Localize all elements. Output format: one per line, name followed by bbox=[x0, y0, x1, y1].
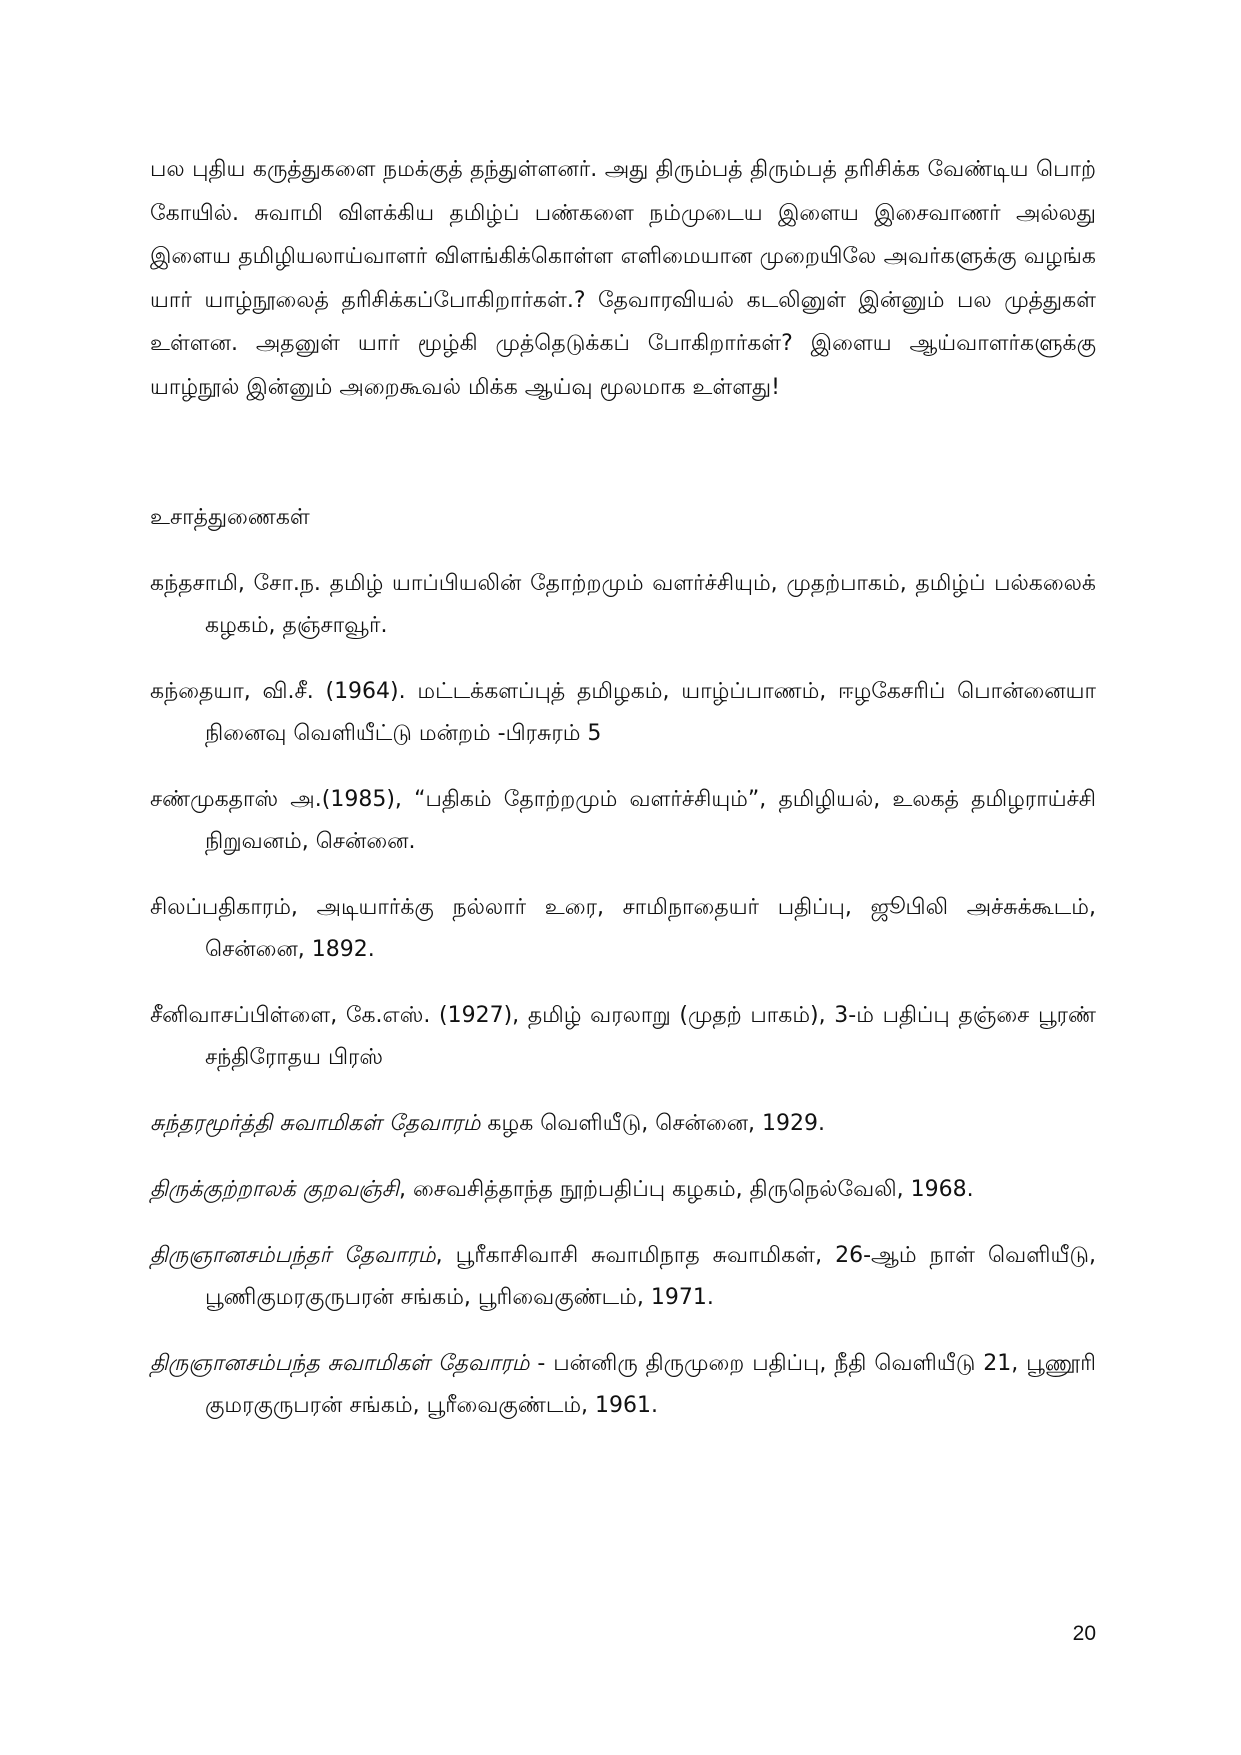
reference-entry bbox=[150, 1235, 1096, 1319]
reference-text: சண்முகதாஸ் அ.(1985), “பதிகம் தோற்றமும் வளர்ச்சியும்”, தமிழியல், உலகத் தமிழராய்ச்சி நிறுவனம், சென்னை. bbox=[150, 787, 1096, 854]
reference-entry bbox=[150, 995, 1096, 1079]
reference-entry bbox=[150, 1169, 1096, 1211]
reference-entry bbox=[150, 671, 1096, 755]
reference-text: - பன்னிரு திருமுறை பதிப்பு, நீதி வெளியீடு 21, பூணூரி குமரகுருபரன் சங்கம், பூரீவைகுண்டம், 1961. bbox=[205, 1351, 1097, 1418]
reference-italic-title: திருக்குற்றாலக் குறவஞ்சி bbox=[150, 1177, 399, 1202]
reference-list bbox=[150, 563, 1096, 1427]
body-paragraph: பல புதிய கருத்துகளை நமக்குத் தந்துள்ளனர். அது திரும்பத் திரும்பத் தரிசிக்க வேண்டிய பொற் கோயில். சுவாமி விளக்கிய தமிழ்ப் பண்களை நம்முடைய இளைய இசைவாணர் அல்லது இளைய தமிழியலாய்வாளர் விளங்கிக்கொள்ள எளிமையான முறையிலே அவர்களுக்கு வழங்க யார் யாழ்நூலைத் தரிசிக்கப்போகிறார்கள்.? தேவாரவியல் கடலினுள் இன்னும் பல முத்துகள் உள்ளன. அதனுள் யார் மூழ்கி முத்தெடுக்கப் போகிறார்கள்? இளைய ஆய்வாளர்களுக்கு யாழ்நூல் இன்னும் அறைகூவல் மிக்க ஆய்வு மூலமாக உள்ளது! bbox=[150, 157, 1096, 400]
reference-text: , சைவசித்தாந்த நூற்பதிப்பு கழகம், திருநெல்வேலி, 1968. bbox=[399, 1177, 974, 1202]
reference-text: கழக வெளியீடு, சென்னை, 1929. bbox=[480, 1111, 825, 1136]
reference-text: சீனிவாசப்பிள்ளை, கே.எஸ். (1927), தமிழ் வரலாறு (முதற் பாகம்), 3-ம் பதிப்பு தஞ்சை பூரண் சந்திரோதய பிரஸ் bbox=[150, 1003, 1096, 1070]
reference-italic-title: திருஞானசம்பந்தர் தேவாரம் bbox=[150, 1243, 436, 1268]
reference-italic-title: சுந்தரமூர்த்தி சுவாமிகள் தேவாரம் bbox=[150, 1111, 481, 1136]
reference-entry bbox=[150, 1343, 1096, 1427]
reference-italic-title: திருஞானசம்பந்த சுவாமிகள் தேவாரம் bbox=[150, 1351, 530, 1376]
reference-entry bbox=[150, 563, 1096, 647]
references-heading: உசாத்துணைகள் bbox=[150, 505, 310, 530]
reference-text: , பூரீகாசிவாசி சுவாமிநாத சுவாமிகள், 26-ஆம் நாள் வெளியீடு, பூணிகுமரகுருபரன் சங்கம், பூரிவைகுண்டம், 1971. bbox=[205, 1243, 1096, 1310]
page-number: 20 bbox=[1072, 1622, 1096, 1645]
reference-text: கந்தசாமி, சோ.ந. தமிழ் யாப்பியலின் தோற்றமும் வளர்ச்சியும், முதற்பாகம், தமிழ்ப் பல்கலைக் கழகம், தஞ்சாவூர். bbox=[150, 571, 1096, 638]
reference-entry bbox=[150, 779, 1096, 863]
document-page bbox=[150, 148, 1096, 1451]
reference-entry bbox=[150, 887, 1096, 971]
reference-entry bbox=[150, 1103, 1096, 1145]
reference-text: சிலப்பதிகாரம், அடியார்க்கு நல்லார் உரை, சாமிநாதையர் பதிப்பு, ஜூபிலி அச்சுக்கூடம், சென்னை, 1892. bbox=[150, 895, 1096, 962]
reference-text: கந்தையா, வி.சீ. (1964). மட்டக்களப்புத் தமிழகம், யாழ்ப்பாணம், ஈழகேசரிப் பொன்னையா நினைவு வெளியீட்டு மன்றம் -பிரசுரம் 5 bbox=[150, 679, 1096, 746]
